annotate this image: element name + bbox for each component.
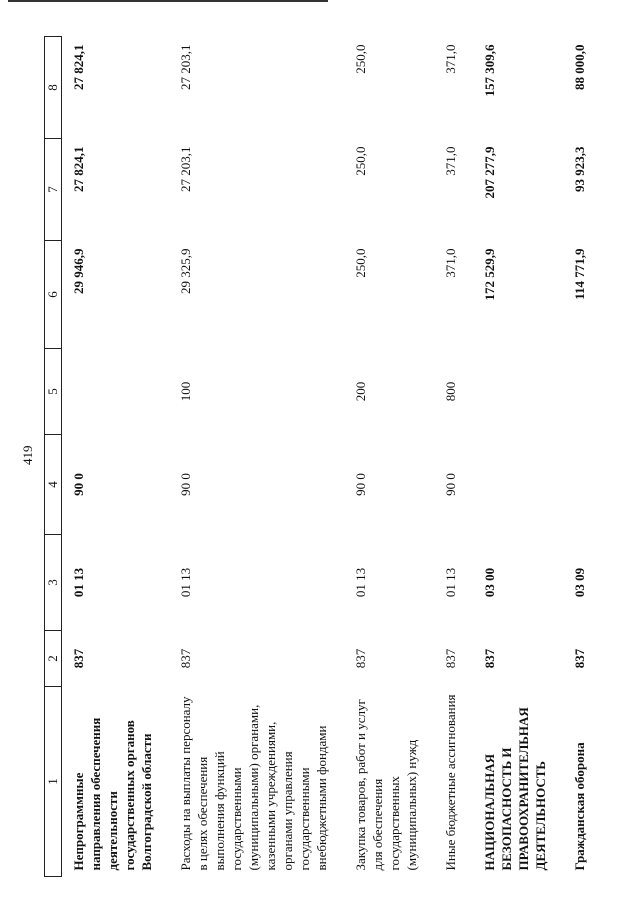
column-header: 2 [45, 631, 62, 687]
row-name: НАЦИОНАЛЬНАЯ БЕЗОПАСНОСТЬ И ПРАВООХРАНИТЕЛЬНАЯ ДЕЯТЕЛЬНОСТЬ [482, 707, 548, 871]
cell-admin-code: 837 [443, 648, 458, 669]
cell-amount-7: 371,0 [443, 146, 458, 176]
cell-target-code [563, 435, 602, 535]
cell-amount-8: 88 000,0 [572, 44, 587, 90]
page-number: 419 [20, 445, 35, 465]
column-header: 3 [45, 535, 62, 631]
table-row [344, 37, 434, 877]
cell-admin-code: 837 [353, 648, 368, 669]
cell-amount-6: 172 529,9 [482, 248, 497, 301]
cell-section-code: 01 13 [443, 567, 458, 598]
cell-amount-8: 157 309,6 [482, 44, 497, 97]
cell-section-code: 01 13 [71, 567, 86, 598]
row-name: Расходы на выплаты персоналу в целях обеспечения выполнения функций государственными (муниципальными) органами, казенными учреждениями, органами управления государственными внебюджетными фондами [178, 696, 329, 871]
column-header: 5 [45, 349, 62, 435]
cell-expense-type [473, 349, 563, 435]
cell-admin-code: 837 [572, 648, 587, 669]
cell-amount-7: 27 824,1 [71, 146, 86, 192]
cell-section-code: 03 09 [572, 567, 587, 598]
cell-target-code: 90 0 [71, 473, 86, 496]
cell-amount-6: 250,0 [353, 248, 368, 278]
cell-expense-type: 200 [353, 381, 368, 402]
cell-amount-7: 250,0 [353, 146, 368, 176]
row-name: Непрограммные направления обеспечения деятельности государственных органов Волгоградской области [71, 717, 154, 871]
table-row [563, 37, 602, 877]
cell-target-code: 90 0 [353, 473, 368, 496]
cell-amount-7: 27 203,1 [178, 146, 193, 192]
cell-amount-8: 27 203,1 [178, 44, 193, 90]
cell-admin-code: 837 [178, 648, 193, 669]
cell-amount-7: 207 277,9 [482, 146, 497, 199]
cell-amount-6: 371,0 [443, 248, 458, 278]
cell-expense-type: 100 [178, 381, 193, 402]
cell-amount-6: 29 325,9 [178, 248, 193, 294]
cell-target-code: 90 0 [443, 473, 458, 496]
column-header: 6 [45, 241, 62, 349]
cell-amount-6: 29 946,9 [71, 248, 86, 294]
table-row [169, 37, 344, 877]
row-name: Закупка товаров, работ и услуг для обеспечения государственных (муниципальных) нужд [353, 699, 419, 871]
cell-amount-8: 371,0 [443, 44, 458, 74]
table-row [473, 37, 563, 877]
row-name: Иные бюджетные ассигнования [443, 694, 458, 871]
cell-admin-code: 837 [71, 648, 86, 669]
column-header: 1 [45, 687, 62, 877]
column-header: 7 [45, 139, 62, 241]
cell-target-code: 90 0 [178, 473, 193, 496]
column-header: 8 [45, 37, 62, 139]
cell-amount-8: 27 824,1 [71, 44, 86, 90]
cell-amount-7: 93 923,3 [572, 146, 587, 192]
cell-amount-8: 250,0 [353, 44, 368, 74]
column-header: 4 [45, 435, 62, 535]
table-row [62, 37, 170, 877]
cell-expense-type [563, 349, 602, 435]
budget-table [44, 36, 602, 877]
table-row [434, 37, 473, 877]
cell-expense-type [62, 349, 170, 435]
cell-admin-code: 837 [482, 648, 497, 669]
cell-expense-type: 800 [443, 381, 458, 402]
row-name: Гражданская оборона [572, 742, 587, 871]
cell-amount-6: 114 771,9 [572, 248, 587, 300]
cell-target-code [473, 435, 563, 535]
cell-section-code: 03 00 [482, 567, 497, 598]
header-row [45, 37, 62, 877]
cell-section-code: 01 13 [353, 567, 368, 598]
cell-section-code: 01 13 [178, 567, 193, 598]
